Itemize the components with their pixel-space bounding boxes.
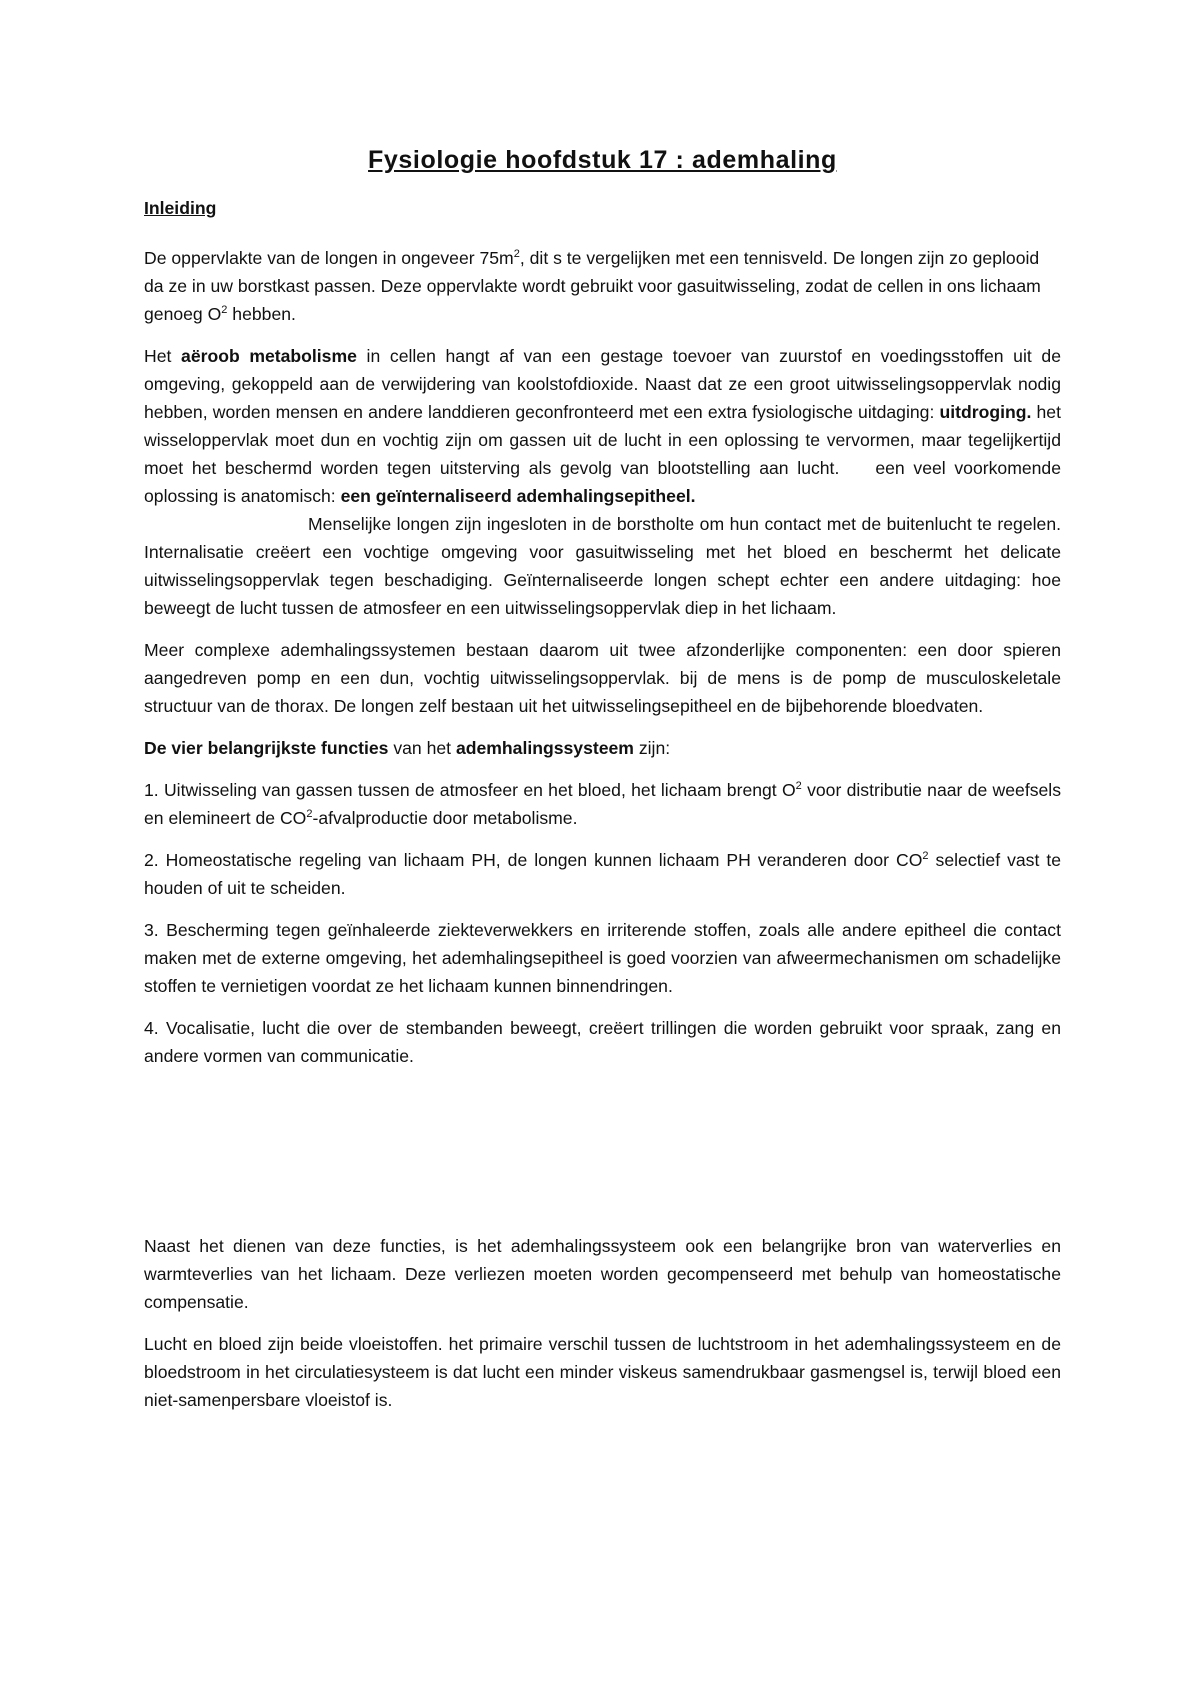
- blank-space: [144, 1084, 1061, 1232]
- page-title: Fysiologie hoofdstuk 17 : ademhaling: [368, 146, 837, 174]
- paragraph-lucht-en-bloed: Lucht en bloed zijn beide vloeistoffen. het primaire verschil tussen de luchtstroom in het ademhalingssysteem en de bloedstroom in het circulatiesysteem is dat lucht een minder viskeus samendrukbaar gasmengsel is, terwijl bloed een niet-samenpersbare vloeistof is.: [144, 1334, 1061, 1410]
- section-heading-inleiding: Inleiding: [144, 198, 217, 218]
- paragraph-ademhalingssystemen: Meer complexe ademhalingssystemen bestaan daarom uit twee afzonderlijke componenten: een door spieren aangedreven pomp en een dun, vochtig uitwisselingsoppervlak. bij de mens is de pomp de musculoskeletale structuur van de thorax. De longen zelf bestaan uit het uitwisselingsepitheel en de bijbehorende bloedvaten.: [144, 640, 1061, 716]
- list-item-function-2: 2. Homeostatische regeling van lichaam PH, de longen kunnen lichaam PH veranderen door $CO^2$ selectief vast te houden of uit te scheiden.: [144, 850, 1061, 898]
- paragraph-waterverlies: Naast het dienen van deze functies, is het ademhalingssysteem ook een belangrijke bron van waterverlies en warmteverlies van het lichaam. Deze verliezen moeten worden gecompenseerd met behulp van homeostatische compensatie.: [144, 1236, 1061, 1312]
- paragraph-functies-intro: De vier belangrijkste functies van het ademhalingssysteem zijn:: [144, 738, 671, 758]
- paragraph-metabolisme: Het aëroob metabolisme in cellen hangt af van een gestage toevoer van zuurstof en voedingsstoffen uit de omgeving, gekoppeld aan de verwijdering van koolstofdioxide. Naast dat ze een groot uitwisselingsoppervlak nodig hebben, worden mensen en andere landdieren geconfronteerd met een extra fysiologische uitdaging: uitdroging. het wisseloppervlak moet dun en vochtig zijn om gassen uit de lucht in een oplossing te vervormen, maar tegelijkertijd moet het beschermd worden tegen uitsterving als gevolg van blootstelling aan lucht. een veel voorkomende oplossing is anatomisch: een geïnternaliseerd ademhalingsepitheel. Menselijke longen zijn ingesloten in de borstholte om hun contact met de buitenlucht te regelen. Internalisatie creëert een vochtige omgeving voor gasuitwisseling met het bloed en beschermt het delicate uitwisselingsoppervlak tegen beschadiging. Geïnternaliseerde longen schept echter een andere uitdaging: hoe beweegt de lucht tussen de atmosfeer en een uitwisselingsoppervlak diep in het lichaam.: [144, 346, 1061, 618]
- document-body: [144, 142, 1061, 1428]
- list-item-function-4: 4. Vocalisatie, lucht die over de stembanden beweegt, creëert trillingen die worden gebruikt voor spraak, zang en andere vormen van communicatie.: [144, 1018, 1061, 1066]
- list-item-function-1: 1. Uitwisseling van gassen tussen de atmosfeer en het bloed, het lichaam brengt $O^2$ voor distributie naar de weefsels en elemineert de $CO^2$-afvalproductie door metabolisme.: [144, 780, 1061, 828]
- paragraph-oppervlakte: De oppervlakte van de longen in ongeveer $75m^2$, dit s te vergelijken met een tennisveld. De longen zijn zo geplooid da ze in uw borstkast passen. Deze oppervlakte wordt gebruikt voor gasuitwisseling, zodat de cellen in ons lichaam genoeg $O^2$ hebben.: [144, 248, 1041, 324]
- list-item-function-3: 3. Bescherming tegen geïnhaleerde ziekteverwekkers en irriterende stoffen, zoals alle andere epitheel die contact maken met de externe omgeving, het ademhalingsepitheel is goed voorzien van afweermechanismen om schadelijke stoffen te vernietigen voordat ze het lichaam kunnen binnendringen.: [144, 920, 1061, 996]
